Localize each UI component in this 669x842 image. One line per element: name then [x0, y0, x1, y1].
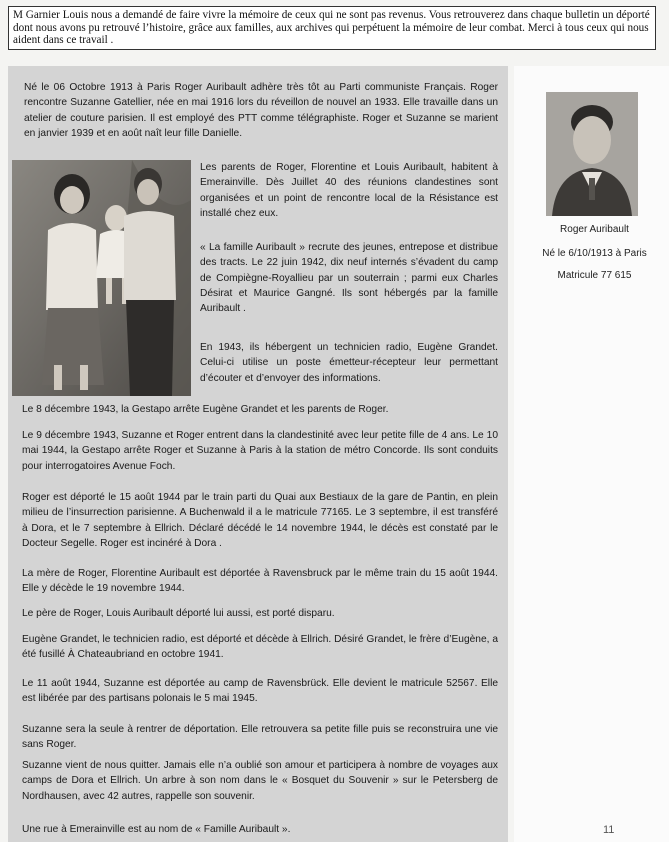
- paragraph-parents: Les parents de Roger, Florentine et Louis Auribault, habitent à Emerainville. Dès Juillet 40 des réunions clandestines sont organisées et un point de rencontre local de la Résistance est installé chez eux.: [200, 162, 498, 219]
- portrait-matricule: Matricule 77 615: [557, 270, 632, 281]
- portrait-name: Roger Auribault: [560, 224, 629, 235]
- paragraph-arrest-parents: Le 8 décembre 1943, la Gestapo arrête Eugène Grandet et les parents de Roger.: [22, 404, 389, 415]
- paragraph-return: Suzanne sera la seule à rentrer de déportation. Elle retrouvera sa petite fille puis se reconstruira une vie sans Roger.: [22, 724, 498, 751]
- family-photo: [12, 160, 191, 396]
- intro-box: M Garnier Louis nous a demandé de faire vivre la mémoire de ceux qui ne sont pas revenus. Vous retrouverez dans chaque bulletin un déporté dont nous avons pu retrouvé l’histoire, grâce aux familles, aux archives qui perpétuent la mémoire de leur combat. Merci à tous ceux qui nous aident dans ce travail .: [8, 6, 656, 50]
- paragraph-father: Le père de Roger, Louis Auribault déporté lui aussi, est porté disparu.: [22, 608, 335, 619]
- portrait-photo: [546, 92, 638, 216]
- paragraph-radio: En 1943, ils hébergent un technicien radio, Eugène Grandet. Celui-ci utilise un poste émetteur-récepteur leur permettant d’écouter et d’envoyer des informations.: [200, 342, 498, 384]
- paragraph-mother: La mère de Roger, Florentine Auribault est déportée à Ravensbruck par le même train du 15 août 1944. Elle y décède le 19 novembre 1944.: [22, 568, 498, 595]
- paragraph-suzanne-deportation: Le 11 août 1944, Suzanne est déportée au camp de Ravensbrück. Elle devient le matricule 52567. Elle est libérée par des partisans polonais le 5 mai 1945.: [22, 678, 498, 705]
- paragraph-birth: Né le 06 Octobre 1913 à Paris Roger Auribault adhère très tôt au Parti communiste Français. Roger rencontre Suzanne Gatellier, née en mai 1916 lors du réveillon de nouvel an 1933. Elle travaille dans un atelier de couture parisien. Il est employé des PTT comme télégraphiste. Roger et Suzanne se marient en janvier 1939 et en août naît leur fille Danielle.: [24, 82, 498, 139]
- portrait-birth: Né le 6/10/1913 à Paris: [542, 248, 647, 259]
- paragraph-clandestine: Le 9 décembre 1943, Suzanne et Roger entrent dans la clandestinité avec leur petite fille de 4 ans. Le 10 mai 1944, la Gestapo arrête Roger et Suzanne à Paris à la station de métro Concorde. Ils sont conduits pour interrogatoires Avenue Foch.: [22, 430, 498, 472]
- page-number: 11: [603, 824, 615, 836]
- paragraph-grandet: Eugène Grandet, le technicien radio, est déporté et décède à Ellrich. Désiré Grandet, le frère d’Eugène, a été fusillé À Chateaubriand en octobre 1941.: [22, 634, 498, 661]
- paragraph-recruitment: « La famille Auribault » recrute des jeunes, entrepose et distribue des tracts. Le 22 juin 1942, dix neuf internés s’évadent du camp de Compiègne-Royallieu par un souterrain ; parmi eux Charles Désirat et Maurice Gangné. Ils sont hébergés par la famille Auribault .: [200, 242, 498, 315]
- paragraph-deportation: Roger est déporté le 15 août 1944 par le train parti du Quai aux Bestiaux de la gare de Pantin, en plein milieu de l’insurrection parisienne. A Buchenwald il a le matricule 77165. Le 3 septembre, il est transféré à Dora, et le 7 septembre à Ellrich. Déclaré décédé le 14 novembre 1944, le décès est constaté par le Docteur Segelle. Roger est incinéré à Dora .: [22, 492, 498, 549]
- paragraph-street: Une rue à Emerainville est au nom de « Famille Auribault ».: [22, 824, 291, 835]
- paragraph-memory: Suzanne vient de nous quitter. Jamais elle n’a oublié son amour et participera à nombre de voyages aux camps de Dora et Ellrich. Un arbre à son nom dans le « Bosquet du Souvenir » sur le Petersberg de Nordhausen, avec 42 autres, rappelle son souvenir.: [22, 760, 498, 802]
